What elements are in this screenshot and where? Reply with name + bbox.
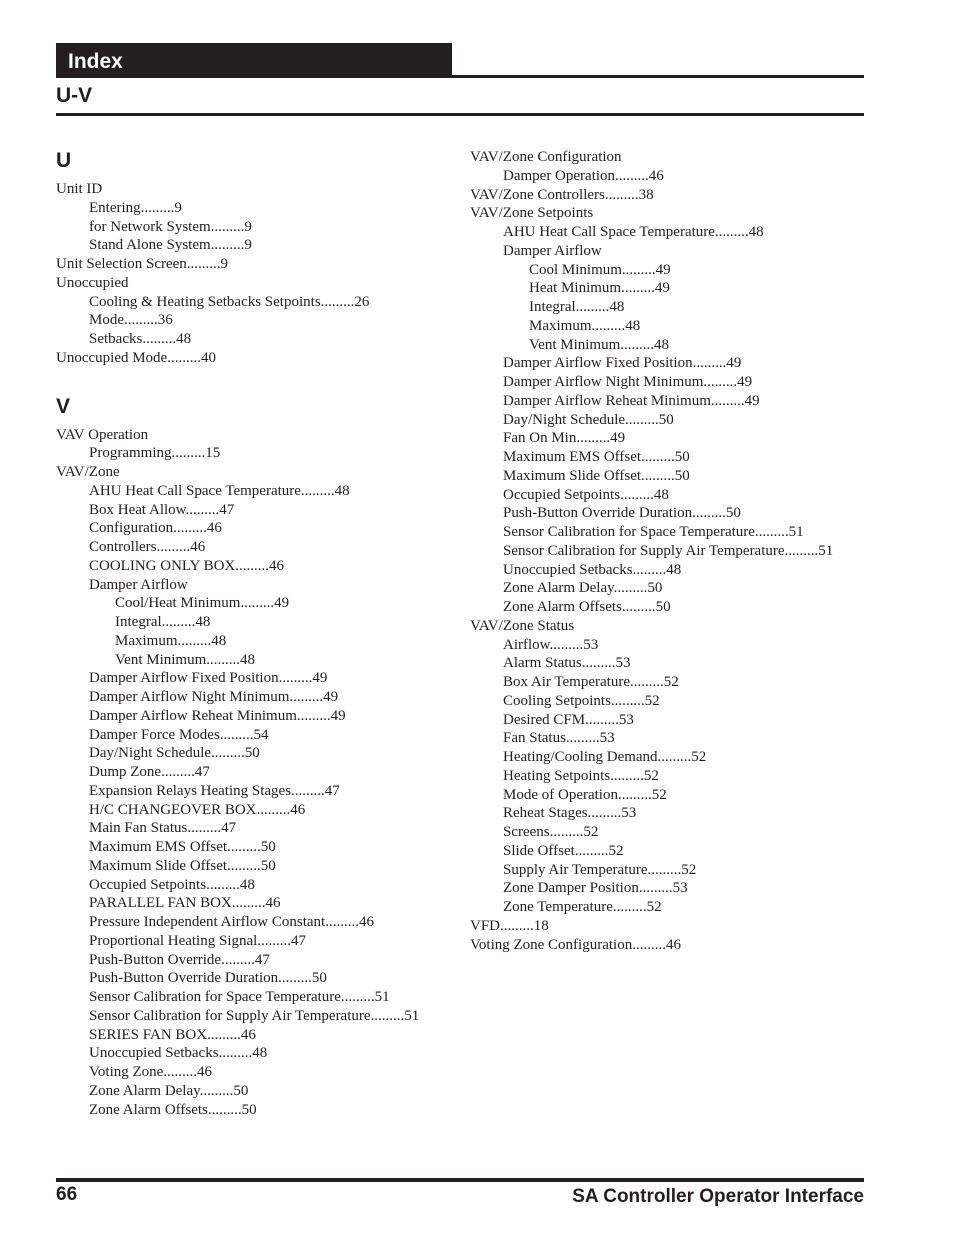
index-entry: VAV/Zone <box>56 464 120 480</box>
index-entry: AHU Heat Call Space Temperature.........48 <box>503 224 764 240</box>
index-entry: Box Air Temperature.........52 <box>503 674 679 690</box>
index-entry: Sensor Calibration for Supply Air Temperature.........51 <box>503 542 834 559</box>
index-entry: Mode of Operation.........52 <box>503 786 667 803</box>
index-entry: Proportional Heating Signal.........47 <box>89 932 307 949</box>
index-list-u <box>56 180 456 368</box>
index-entry: Setbacks.........48 <box>89 331 192 347</box>
index-entry: Sensor Calibration for Space Temperature.........51 <box>89 989 390 1005</box>
index-entry: Day/Night Schedule.........50 <box>503 411 674 428</box>
index-entry: Pressure Independent Airflow Constant.........46 <box>89 914 374 930</box>
index-entry: Damper Airflow <box>503 242 602 259</box>
index-entry: Unit ID <box>56 181 103 197</box>
index-entry: Programming.........15 <box>89 445 221 462</box>
index-entry: Voting Zone Configuration.........46 <box>470 936 681 953</box>
index-entry: Maximum.........48 <box>115 632 227 649</box>
index-entry: Vent Minimum.........48 <box>529 336 670 353</box>
index-entry: Sensor Calibration for Space Temperature.........51 <box>503 524 804 540</box>
index-entry: Maximum Slide Offset.........50 <box>503 467 690 484</box>
index-column-left <box>56 148 456 1119</box>
index-entry: Zone Temperature.........52 <box>503 899 662 915</box>
index-entry: Maximum Slide Offset.........50 <box>89 857 276 874</box>
index-entry: Integral.........48 <box>115 614 211 630</box>
index-entry: Zone Alarm Offsets.........50 <box>89 1101 257 1118</box>
index-entry: Push-Button Override.........47 <box>89 951 270 968</box>
header-rule <box>56 75 864 78</box>
index-entry: Voting Zone.........46 <box>89 1064 213 1080</box>
index-entry: VAV/Zone Controllers.........38 <box>470 186 654 203</box>
index-entry: Maximum.........48 <box>529 317 641 334</box>
index-entry: Damper Airflow Fixed Position.........49 <box>89 670 328 687</box>
index-entry: Screens.........52 <box>503 824 599 840</box>
index-entry: Damper Airflow <box>89 576 188 593</box>
index-entry: VAV/Zone Configuration <box>470 149 622 165</box>
index-entry: Cool Minimum.........49 <box>529 261 671 278</box>
index-entry: VAV/Zone Status <box>470 617 575 634</box>
index-entry: Dump Zone.........47 <box>89 764 210 780</box>
letter-heading-u: U <box>56 149 72 172</box>
index-entry: Maximum EMS Offset.........50 <box>89 839 276 855</box>
index-entry: COOLING ONLY BOX.........46 <box>89 557 285 574</box>
index-entry: Desired CFM.........53 <box>503 711 634 728</box>
index-list-v-continued <box>470 148 870 954</box>
index-entry: Heating/Cooling Demand.........52 <box>503 749 707 765</box>
index-entry: Push-Button Override Duration.........50 <box>89 970 327 987</box>
index-entry: Mode.........36 <box>89 312 173 329</box>
index-list-v <box>56 426 456 1120</box>
index-entry: Damper Force Modes.........54 <box>89 726 269 743</box>
index-title: Index <box>68 50 123 73</box>
index-entry: Box Heat Allow.........47 <box>89 501 235 518</box>
index-entry: Damper Airflow Fixed Position.........49 <box>503 355 742 372</box>
index-entry: Supply Air Temperature.........52 <box>503 861 697 878</box>
letter-heading-v: V <box>56 394 71 418</box>
index-entry: VAV/Zone Setpoints <box>470 205 594 222</box>
index-entry: Reheat Stages.........53 <box>503 805 637 822</box>
index-entry: Entering.........9 <box>89 199 182 216</box>
index-entry: Cool/Heat Minimum.........49 <box>115 595 290 612</box>
index-entry: Controllers.........46 <box>89 539 206 555</box>
index-entry: VAV Operation <box>56 426 149 443</box>
index-entry: SERIES FAN BOX.........46 <box>89 1026 256 1043</box>
index-entry: Push-Button Override Duration.........50 <box>503 505 741 522</box>
index-entry: Main Fan Status.........47 <box>89 820 237 837</box>
index-entry: Airflow.........53 <box>503 636 599 653</box>
index-entry: Maximum EMS Offset.........50 <box>503 449 690 465</box>
index-entry: Unoccupied <box>56 274 129 291</box>
index-entry: AHU Heat Call Space Temperature.........48 <box>89 482 350 499</box>
index-entry: Damper Airflow Reheat Minimum.........49 <box>503 392 760 409</box>
index-entry: Expansion Relays Heating Stages.........47 <box>89 782 340 799</box>
index-entry: Vent Minimum.........48 <box>115 651 256 668</box>
index-entry: Alarm Status.........53 <box>503 655 631 672</box>
index-entry: Cooling & Heating Setbacks Setpoints.........26 <box>89 293 370 310</box>
index-entry: H/C CHANGEOVER BOX.........46 <box>89 801 306 818</box>
index-entry: Damper Airflow Reheat Minimum.........49 <box>89 707 346 724</box>
page-number: 66 <box>56 1184 78 1205</box>
index-entry: Damper Operation.........46 <box>503 167 664 184</box>
index-entry: Heat Minimum.........49 <box>529 280 670 297</box>
index-entry: Zone Alarm Delay.........50 <box>503 580 663 597</box>
index-entry: Slide Offset.........52 <box>503 842 624 859</box>
index-entry: Unoccupied Setbacks.........48 <box>89 1045 268 1062</box>
index-entry: Unit Selection Screen.........9 <box>56 256 229 272</box>
index-entry: Heating Setpoints.........52 <box>503 767 659 784</box>
index-entry: Fan On Min.........49 <box>503 430 626 447</box>
index-entry: Unoccupied Setbacks.........48 <box>503 561 682 578</box>
index-header-bar <box>56 43 452 78</box>
index-entry: PARALLEL FAN BOX.........46 <box>89 895 281 912</box>
index-entry: for Network System.........9 <box>89 218 252 235</box>
index-entry: Fan Status.........53 <box>503 730 615 747</box>
index-entry: Integral.........48 <box>529 299 625 315</box>
index-entry: Stand Alone System.........9 <box>89 237 252 254</box>
index-entry: Occupied Setpoints.........48 <box>503 486 669 503</box>
index-entry: Zone Alarm Delay.........50 <box>89 1082 249 1099</box>
index-entry: VFD.........18 <box>470 917 549 934</box>
index-entry: Day/Night Schedule.........50 <box>89 745 260 762</box>
index-entry: Damper Airflow Night Minimum.........49 <box>89 689 339 705</box>
index-entry: Sensor Calibration for Supply Air Temperature.........51 <box>89 1007 420 1024</box>
index-entry: Occupied Setpoints.........48 <box>89 876 255 893</box>
footer-rule <box>56 1178 864 1182</box>
document-title: SA Controller Operator Interface <box>572 1186 864 1207</box>
index-entry: Cooling Setpoints.........52 <box>503 692 660 709</box>
index-entry: Damper Airflow Night Minimum.........49 <box>503 374 753 390</box>
section-rule <box>56 113 864 116</box>
section-range-heading: U-V <box>56 84 93 107</box>
index-entry: Zone Damper Position.........53 <box>503 880 688 897</box>
index-entry: Unoccupied Mode.........40 <box>56 349 216 366</box>
index-entry: Configuration.........46 <box>89 520 222 537</box>
index-entry: Zone Alarm Offsets.........50 <box>503 599 671 615</box>
index-column-right <box>470 148 870 954</box>
